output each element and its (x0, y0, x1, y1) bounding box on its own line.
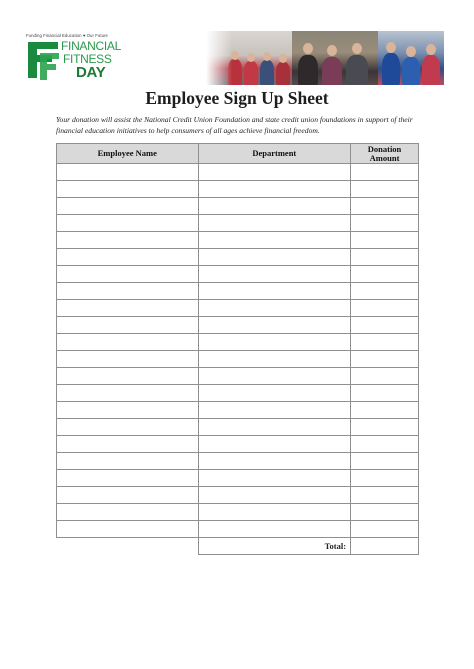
donation-amount-cell[interactable] (351, 436, 419, 453)
table-row (57, 436, 419, 453)
department-cell[interactable] (198, 317, 351, 334)
employee-name-cell[interactable] (57, 402, 199, 419)
employee-name-cell[interactable] (57, 521, 199, 538)
donation-amount-cell[interactable] (351, 266, 419, 283)
employee-name-cell[interactable] (57, 300, 199, 317)
donation-amount-cell[interactable] (351, 249, 419, 266)
header-employee-name: Employee Name (57, 144, 199, 164)
employee-name-cell[interactable] (57, 181, 199, 198)
employee-name-cell[interactable] (57, 470, 199, 487)
total-amount-cell[interactable] (351, 538, 419, 555)
donation-amount-cell[interactable] (351, 504, 419, 521)
table-row (57, 385, 419, 402)
employee-name-cell[interactable] (57, 368, 199, 385)
header-department: Department (198, 144, 351, 164)
donation-amount-cell[interactable] (351, 470, 419, 487)
table-row (57, 266, 419, 283)
table-row (57, 317, 419, 334)
table-row (57, 249, 419, 266)
table-row (57, 334, 419, 351)
table-row (57, 368, 419, 385)
department-cell[interactable] (198, 215, 351, 232)
header-donation-amount (351, 144, 419, 164)
table-row (57, 521, 419, 538)
donation-amount-cell[interactable] (351, 317, 419, 334)
total-spacer (57, 538, 199, 555)
table-row (57, 419, 419, 436)
table-row (57, 198, 419, 215)
department-cell[interactable] (198, 419, 351, 436)
department-cell[interactable] (198, 470, 351, 487)
employee-name-cell[interactable] (57, 283, 199, 300)
table-row (57, 487, 419, 504)
logo-word-fitness: FITNESS (63, 52, 112, 66)
logo-word-financial: FINANCIAL (61, 39, 121, 53)
department-cell[interactable] (198, 368, 351, 385)
logo-tagline: Funding Financial Education ♥ Our Future (26, 33, 108, 38)
employee-name-cell[interactable] (57, 334, 199, 351)
donation-amount-cell[interactable] (351, 521, 419, 538)
donation-amount-cell[interactable] (351, 385, 419, 402)
donation-amount-cell[interactable] (351, 232, 419, 249)
donation-amount-cell[interactable] (351, 368, 419, 385)
employee-name-cell[interactable] (57, 351, 199, 368)
page-title: Employee Sign Up Sheet (145, 88, 329, 108)
financial-fitness-day-logo (26, 33, 130, 89)
department-cell[interactable] (198, 283, 351, 300)
department-cell[interactable] (198, 521, 351, 538)
logo-word-day: DAY (76, 64, 106, 81)
employee-name-cell[interactable] (57, 436, 199, 453)
department-cell[interactable] (198, 232, 351, 249)
department-cell[interactable] (198, 436, 351, 453)
employee-name-cell[interactable] (57, 453, 199, 470)
department-cell[interactable] (198, 351, 351, 368)
employee-name-cell[interactable] (57, 266, 199, 283)
department-cell[interactable] (198, 334, 351, 351)
employee-name-cell[interactable] (57, 385, 199, 402)
table-row (57, 351, 419, 368)
photo-group-2 (292, 31, 378, 85)
donation-amount-cell[interactable] (351, 453, 419, 470)
employee-name-cell[interactable] (57, 504, 199, 521)
donation-amount-cell[interactable] (351, 334, 419, 351)
table-row (57, 470, 419, 487)
department-cell[interactable] (198, 453, 351, 470)
table-row (57, 181, 419, 198)
table-row (57, 215, 419, 232)
total-label: Total: (198, 538, 351, 555)
donation-amount-cell[interactable] (351, 198, 419, 215)
photo-group-3 (378, 31, 444, 85)
department-cell[interactable] (198, 198, 351, 215)
donation-amount-cell[interactable] (351, 419, 419, 436)
signup-table (56, 143, 419, 555)
table-row (57, 453, 419, 470)
table-header-row (57, 144, 419, 164)
table-row (57, 504, 419, 521)
department-cell[interactable] (198, 487, 351, 504)
department-cell[interactable] (198, 300, 351, 317)
department-cell[interactable] (198, 249, 351, 266)
donation-amount-cell[interactable] (351, 351, 419, 368)
donation-amount-cell[interactable] (351, 164, 419, 181)
table-row (57, 300, 419, 317)
department-cell[interactable] (198, 504, 351, 521)
table-row (57, 402, 419, 419)
employee-name-cell[interactable] (57, 317, 199, 334)
donation-amount-cell[interactable] (351, 487, 419, 504)
total-row (57, 538, 419, 555)
donation-amount-cell[interactable] (351, 402, 419, 419)
table-row (57, 164, 419, 181)
ff-monogram-icon (26, 40, 60, 80)
photo-fade-edge (206, 31, 232, 85)
department-cell[interactable] (198, 164, 351, 181)
employee-name-cell[interactable] (57, 164, 199, 181)
donation-amount-cell[interactable] (351, 283, 419, 300)
table-row (57, 283, 419, 300)
intro-text: Your donation will assist the National Credit Union Foundation and state credit union foundations in support of their financial education initiatives to help consumers of all ages achieve financial freedom. (56, 115, 413, 135)
employee-name-cell[interactable] (57, 198, 199, 215)
department-cell[interactable] (198, 402, 351, 419)
donation-amount-cell[interactable] (351, 300, 419, 317)
department-cell[interactable] (198, 181, 351, 198)
employee-name-cell[interactable] (57, 249, 199, 266)
department-cell[interactable] (198, 385, 351, 402)
header-donation-amount-label: Donation Amount (367, 143, 402, 163)
employee-name-cell[interactable] (57, 232, 199, 249)
employee-name-cell[interactable] (57, 215, 199, 232)
table-row (57, 232, 419, 249)
donation-amount-cell[interactable] (351, 181, 419, 198)
department-cell[interactable] (198, 266, 351, 283)
employee-name-cell[interactable] (57, 487, 199, 504)
header-photo-strip (206, 31, 444, 85)
employee-name-cell[interactable] (57, 419, 199, 436)
donation-amount-cell[interactable] (351, 215, 419, 232)
